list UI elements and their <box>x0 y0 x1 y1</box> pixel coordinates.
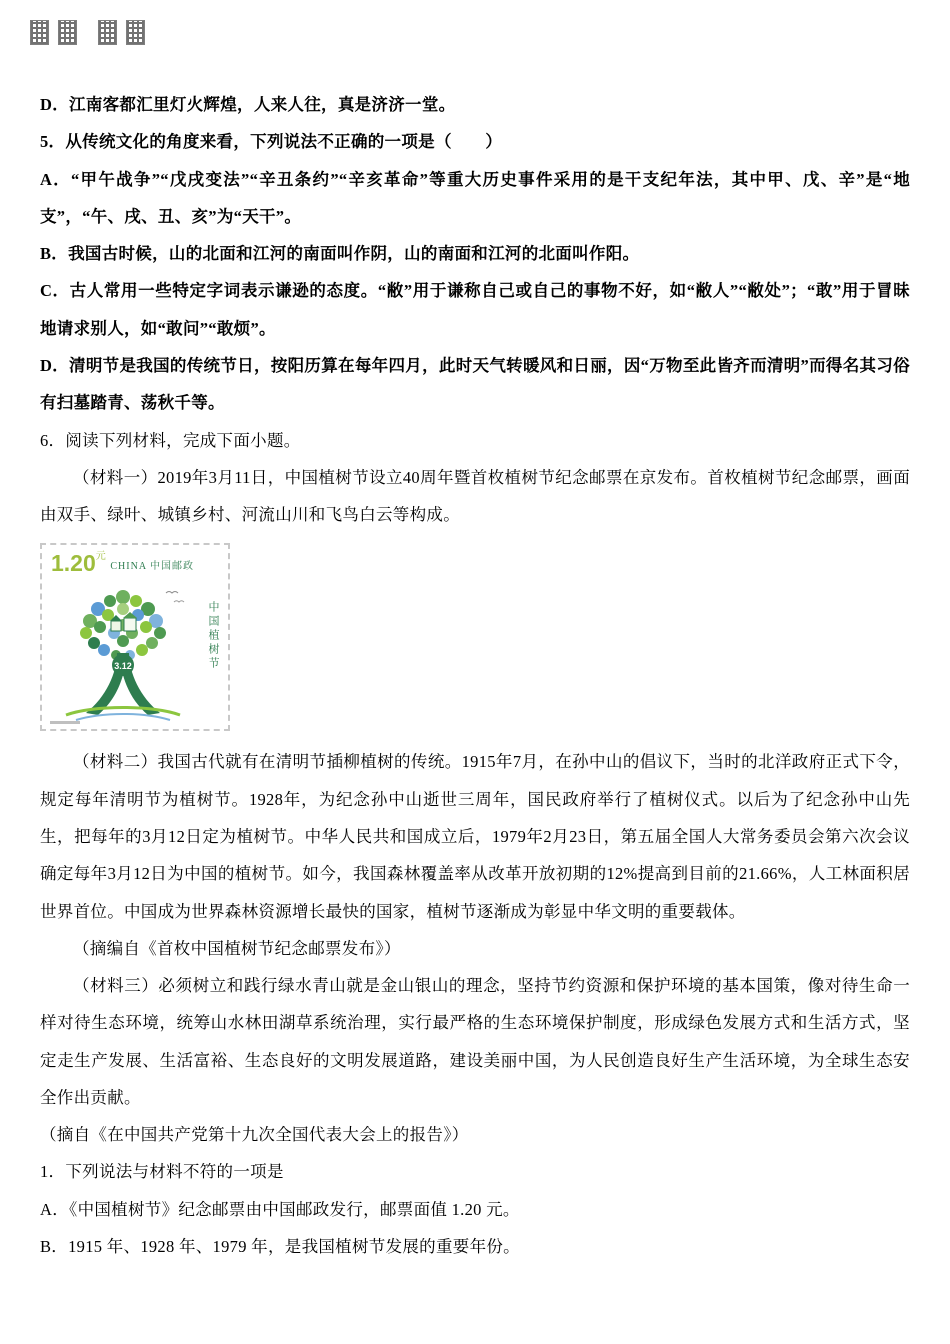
material-1-paragraph: （材料一）2019年3月11日，中国植树节设立40周年暨首枚植树节纪念邮票在京发布。首枚植树节纪念邮票，画面由双手、绿叶、城镇乡村、河流山川和飞鸟白云等构成。 <box>40 467 910 525</box>
stamp-country-label <box>110 557 194 572</box>
stamp-microtext <box>50 721 80 724</box>
subq1-option-b: B．1915 年、1928 年、1979 年，是我国植树节发展的重要年份。 <box>40 1237 520 1257</box>
stamp-denomination-unit: 元 <box>95 551 106 563</box>
q5-option-c: C．古人常用一些特定字词表示谦逊的态度。“敝”用于谦称自己或自己的事物不好，如“敝人”“敝处”；“敢”用于冒昧地请求别人，如“敢问”“敢烦”。 <box>40 281 910 338</box>
q5-option-a: A．“甲午战争”“戊戌变法”“辛丑条约”“辛亥革命”等重大历史事件采用的是干支纪年法，其中甲、戊、辛”是“地支”，“午、戌、丑、亥”为“天干”。 <box>40 169 910 226</box>
subq1-option-a: A．《中国植树节》纪念邮票由中国邮政发行，邮票面值 1.20 元。 <box>40 1199 520 1219</box>
subquestion-1-stem: 1．下列说法与材料不符的一项是 <box>40 1162 284 1182</box>
scan-mark-icon <box>126 20 145 45</box>
stamp-date-label: 3.12 <box>114 661 132 672</box>
tree-illustration <box>48 577 200 725</box>
q5-option-d: D．清明节是我国的传统节日，按阳历算在每年四月，此时天气转暖风和日丽，因“万物至此皆齐而清明”而得名其习俗有扫墓踏青、荡秋千等。 <box>40 355 910 413</box>
scan-mark-icon <box>58 20 77 45</box>
material-3-source: （摘自《在中国共产党第十九次全国代表大会上的报告》） <box>40 1125 469 1145</box>
question-6-stem: 6．阅读下列材料，完成下面小题。 <box>40 430 301 450</box>
scan-mark-icon <box>30 20 49 45</box>
stamp-country-en: CHINA <box>110 561 147 573</box>
question-5-stem: 5．从传统文化的角度来看，下列说法不正确的一项是（ ） <box>40 132 503 152</box>
stamp-image <box>40 543 230 731</box>
stamp-title-vertical: 中国植树节 <box>207 601 219 672</box>
material-3-paragraph: （材料三）必须树立和践行绿水青山就是金山银山的理念，坚持节约资源和保护环境的基本国策，像对待生命一样对待生态环境，统筹山水林田湖草系统治理，实行最严格的生态环境保护制度，形成绿色发展方式和生活方式，坚定走生产发展、生活富裕、生态良好的文明发展道路，建设美丽中国，为人民创造良好生产生活环境，为全球生态安全作出贡献。 <box>40 976 910 1107</box>
material-2-source: （摘编自《首枚中国植树节纪念邮票发布》） <box>73 938 401 958</box>
stamp-denomination-value: 1.20 <box>51 550 96 577</box>
stamp-issuer: 中国邮政 <box>150 561 194 573</box>
q4-option-d: D．江南客都汇里灯火辉煌，人来人往，真是济济一堂。 <box>40 95 456 114</box>
scan-mark-icon <box>98 20 117 45</box>
stamp-denomination <box>51 552 106 575</box>
q5-option-b: B．我国古时候，山的北面和江河的南面叫作阴，山的南面和江河的北面叫作阳。 <box>40 244 640 264</box>
exam-content <box>30 86 910 1265</box>
material-2-paragraph: （材料二）我国古代就有在清明节插柳植树的传统。1915年7月，在孙中山的倡议下，当时的北洋政府正式下令，规定每年清明节为植树节。1928年，为纪念孙中山逝世三周年，国民政府举行了植树仪式。以后为了纪念孙中山先生，把每年的3月12日定为植树节。中华人民共和国成立后，1979年2月23日，第五届全国人大常务委员会第六次会议确定每年3月12日为中国的植树节。如今，我国森林覆盖率从改革开放初期的12%提高到目前的21.66%，人工林面积居世界首位。中国成为世界森林资源增长最快的国家，植树节逐渐成为彰显中华文明的重要载体。 <box>40 752 910 921</box>
header-marks <box>30 20 910 50</box>
